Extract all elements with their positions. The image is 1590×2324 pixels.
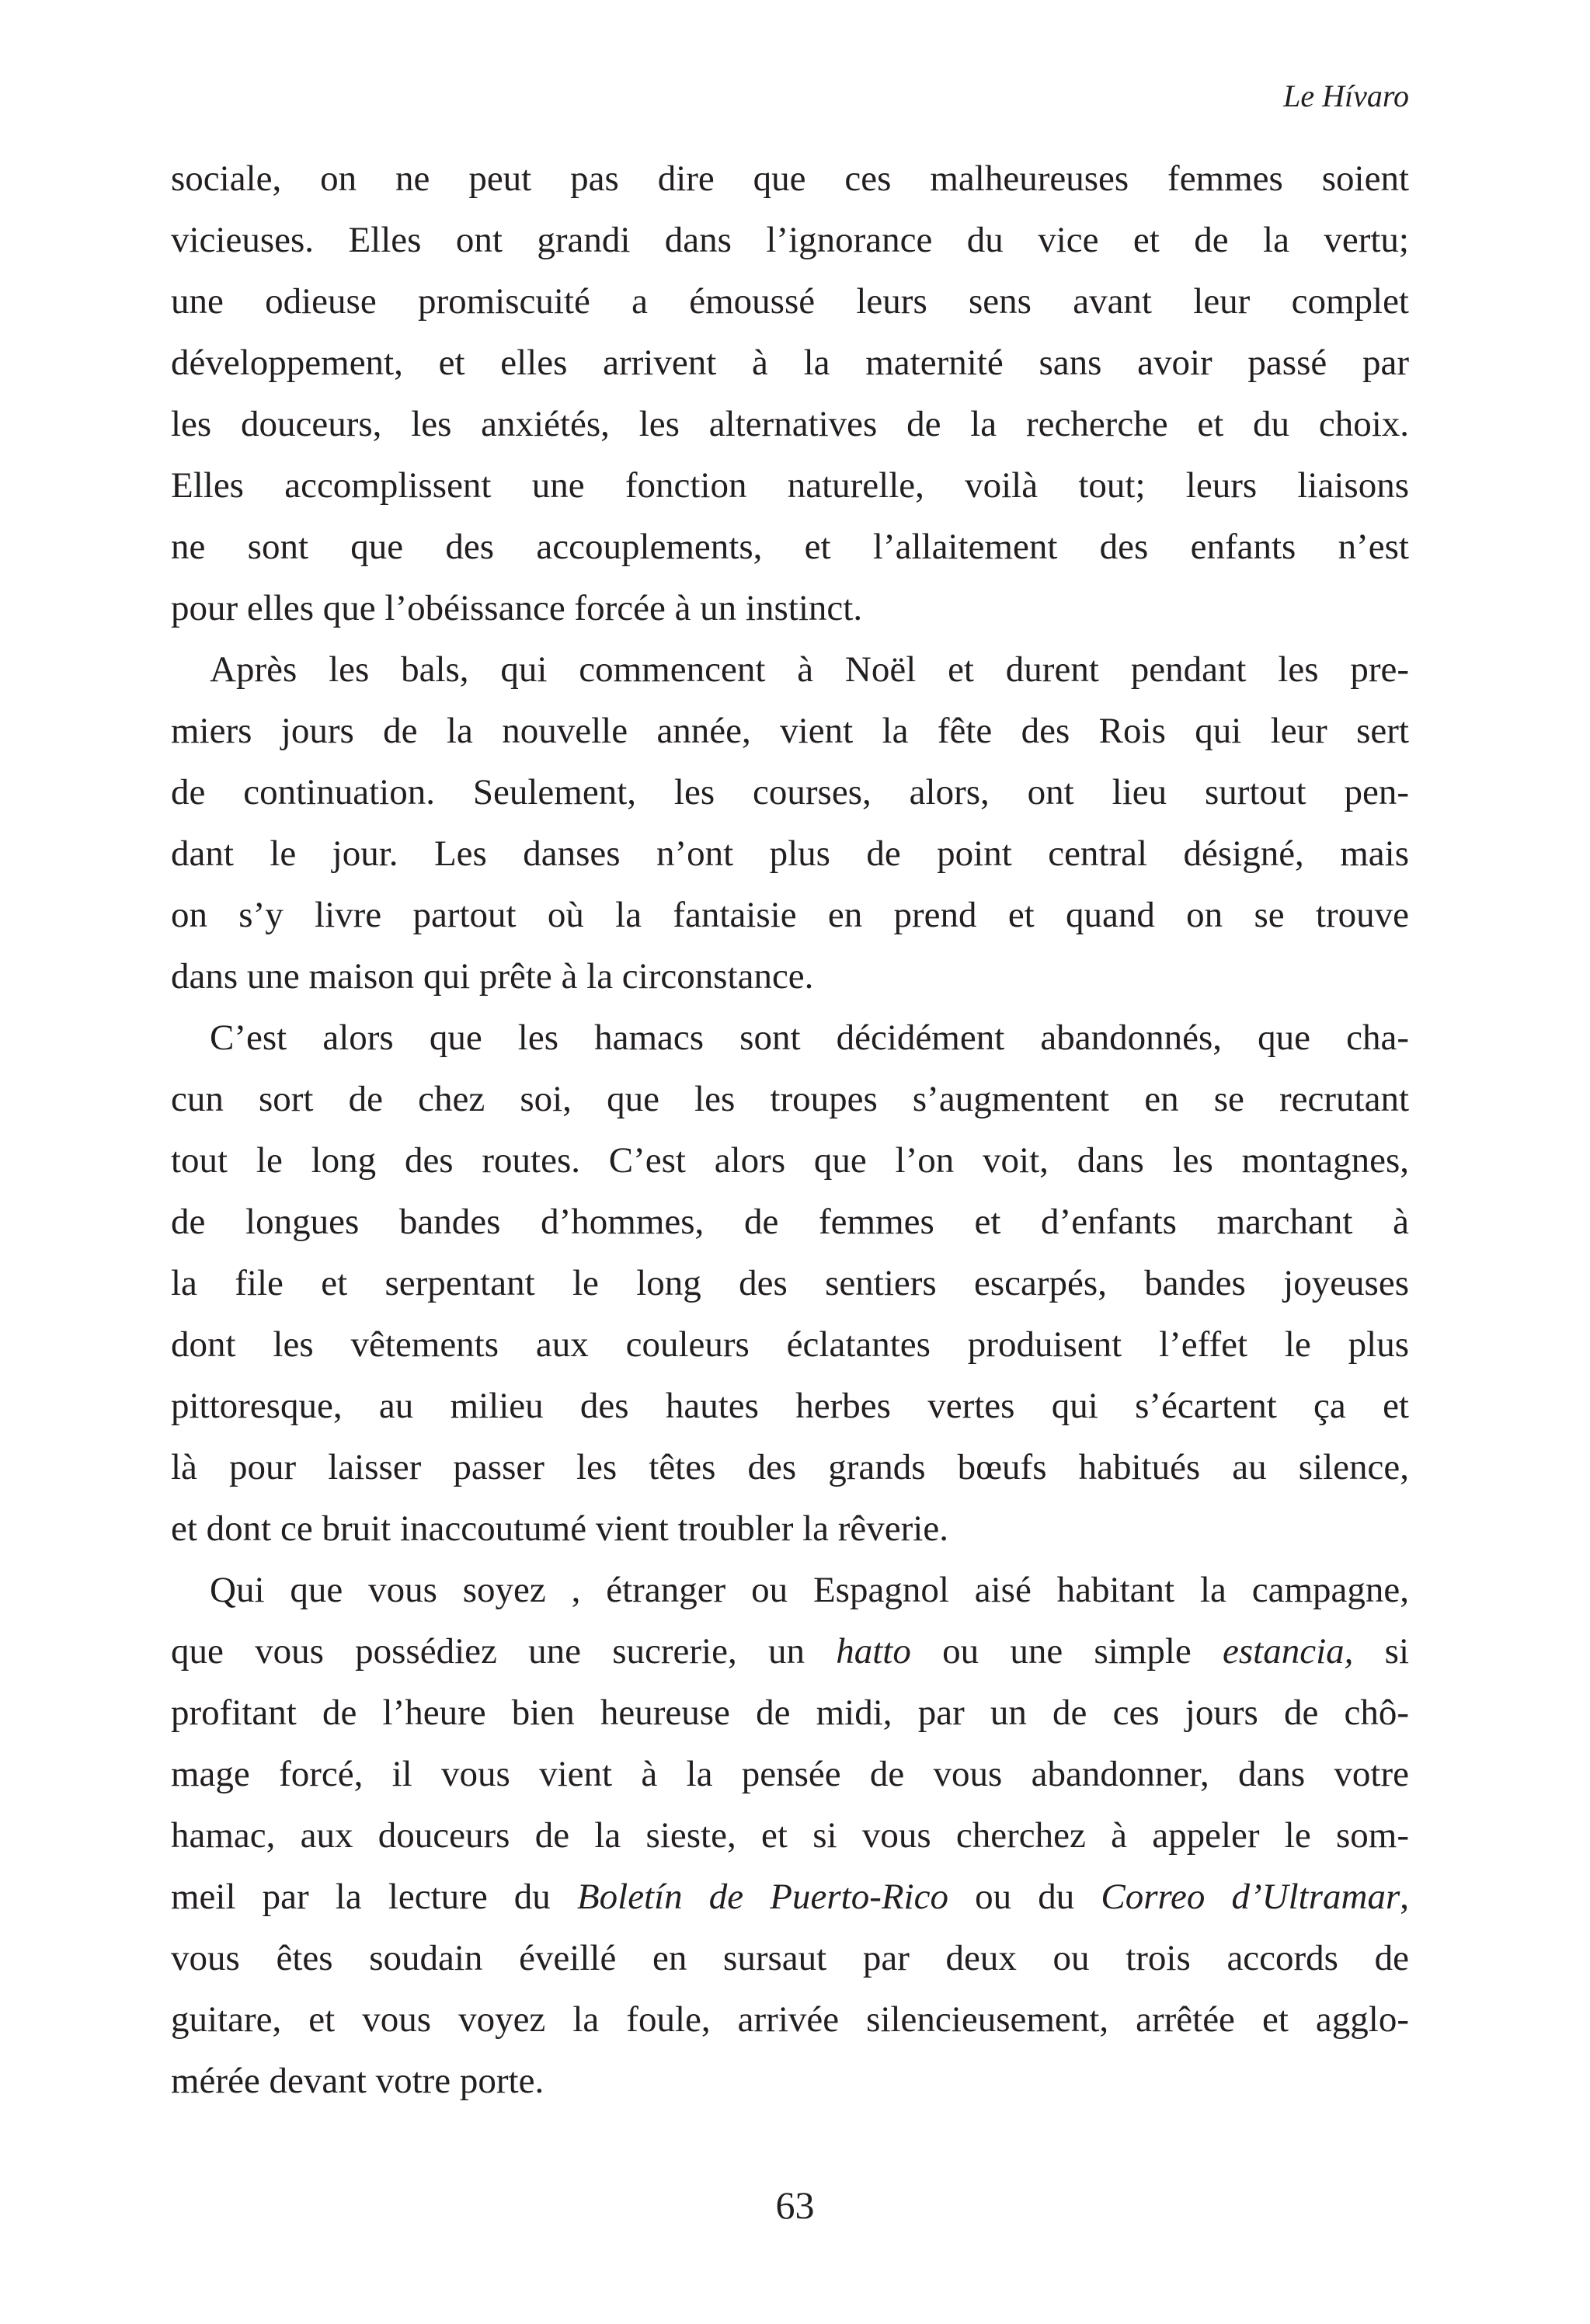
body-text [171, 148, 1409, 2112]
text-segment: Elles accomplissent une fonction naturelle, voilà tout; leurs liaisons [171, 465, 1409, 506]
text-line [171, 148, 1409, 210]
text-line [171, 1805, 1409, 1867]
text-segment: dant le jour. Les danses n’ont plus de point central désigné, mais [171, 833, 1409, 874]
text-segment: miers jours de la nouvelle année, vient la fête des Rois qui leur sert [171, 711, 1409, 751]
text-segment: vous êtes soudain éveillé en sursaut par deux ou trois accords de [171, 1938, 1409, 1978]
text-segment: mage forcé, il vous vient à la pensée de vous abandonner, dans votre [171, 1754, 1409, 1794]
text-line [171, 1437, 1409, 1498]
text-segment: et dont ce bruit inaccoutumé vient troubler la rêverie. [171, 1508, 948, 1549]
text-line [171, 1253, 1409, 1314]
text-segment: , [1400, 1877, 1409, 1917]
italic-text: Correo d’Ultramar [1101, 1877, 1400, 1917]
text-line [171, 1376, 1409, 1437]
text-segment: dans une maison qui prête à la circonstance. [171, 956, 814, 997]
text-line [171, 332, 1409, 394]
paragraph [171, 639, 1409, 1007]
text-line [171, 885, 1409, 946]
text-segment: sociale, on ne peut pas dire que ces malheureuses femmes soient [171, 158, 1409, 199]
paragraph [171, 1007, 1409, 1560]
text-segment: tout le long des routes. C’est alors que l’on voit, dans les montagnes, [171, 1140, 1409, 1181]
text-segment: que vous possédiez une sucrerie, un [171, 1631, 837, 1672]
text-segment: pour elles que l’obéissance forcée à un instinct. [171, 588, 863, 628]
text-segment: on s’y livre partout où la fantaisie en prend et quand on se trouve [171, 895, 1409, 935]
text-segment: de longues bandes d’hommes, de femmes et d’enfants marchant à [171, 1202, 1409, 1242]
text-segment: les douceurs, les anxiétés, les alternatives de la recherche et du choix. [171, 404, 1409, 444]
text-line [171, 271, 1409, 332]
text-line [171, 1560, 1409, 1621]
italic-text: hatto [836, 1631, 911, 1672]
text-segment: hamac, aux douceurs de la sieste, et si vous cherchez à appeler le som- [171, 1815, 1409, 1856]
text-segment: ou du [948, 1877, 1101, 1917]
text-segment: Après les bals, qui commencent à Noël et durent pendant les pre- [210, 649, 1409, 690]
text-segment: ne sont que des accouplements, et l’allaitement des enfants n’est [171, 527, 1409, 567]
text-segment: C’est alors que les hamacs sont décidément abandonnés, que cha- [210, 1018, 1409, 1058]
text-segment: pittoresque, au milieu des hautes herbes vertes qui s’écartent ça et [171, 1386, 1409, 1426]
text-line [171, 1989, 1409, 2051]
text-segment: développement, et elles arrivent à la maternité sans avoir passé par [171, 343, 1409, 383]
text-line [171, 1007, 1409, 1069]
text-line [171, 1069, 1409, 1130]
page-number: 63 [775, 2183, 815, 2227]
text-line [171, 455, 1409, 517]
text-line [171, 394, 1409, 455]
text-line [171, 517, 1409, 578]
text-segment: meil par la lecture du [171, 1877, 577, 1917]
text-line [171, 1192, 1409, 1253]
paragraph [171, 148, 1409, 639]
text-segment: vicieuses. Elles ont grandi dans l’ignorance du vice et de la vertu; [171, 220, 1409, 260]
text-line [171, 578, 1409, 639]
text-segment: si [1353, 1631, 1410, 1672]
text-segment: la file et serpentant le long des sentiers escarpés, bandes joyeuses [171, 1263, 1409, 1303]
text-line [171, 946, 1409, 1007]
text-line [171, 639, 1409, 701]
text-line [171, 823, 1409, 885]
text-segment: de continuation. Seulement, les courses, alors, ont lieu surtout pen- [171, 772, 1409, 812]
text-line [171, 1682, 1409, 1744]
italic-text: Boletín de Puerto-Rico [576, 1877, 948, 1917]
text-segment: une odieuse promiscuité a émoussé leurs sens avant leur complet [171, 281, 1409, 322]
running-head: Le Hívaro [1283, 78, 1409, 113]
text-line [171, 1314, 1409, 1376]
text-segment: dont les vêtements aux couleurs éclatantes produisent l’effet le plus [171, 1324, 1409, 1365]
text-line [171, 1498, 1409, 1560]
italic-text: estancia, [1223, 1631, 1354, 1672]
text-line [171, 701, 1409, 762]
paragraph [171, 1560, 1409, 2112]
text-line [171, 1928, 1409, 1989]
text-segment: cun sort de chez soi, que les troupes s’augmentent en se recrutant [171, 1079, 1409, 1119]
text-line [171, 762, 1409, 823]
text-line [171, 1621, 1409, 1682]
text-line [171, 210, 1409, 271]
text-line [171, 1867, 1409, 1928]
text-segment: profitant de l’heure bien heureuse de midi, par un de ces jours de chô- [171, 1693, 1409, 1733]
text-segment: ou une simple [910, 1631, 1223, 1672]
text-segment: Qui que vous soyez , étranger ou Espagnol aisé habitant la campagne, [210, 1570, 1409, 1610]
text-segment: guitare, et vous voyez la foule, arrivée silencieusement, arrêtée et agglo- [171, 1999, 1409, 2040]
text-line [171, 2051, 1409, 2112]
text-line [171, 1130, 1409, 1192]
text-segment: là pour laisser passer les têtes des grands bœufs habitués au silence, [171, 1447, 1409, 1487]
text-line [171, 1744, 1409, 1805]
text-segment: mérée devant votre porte. [171, 2061, 544, 2101]
